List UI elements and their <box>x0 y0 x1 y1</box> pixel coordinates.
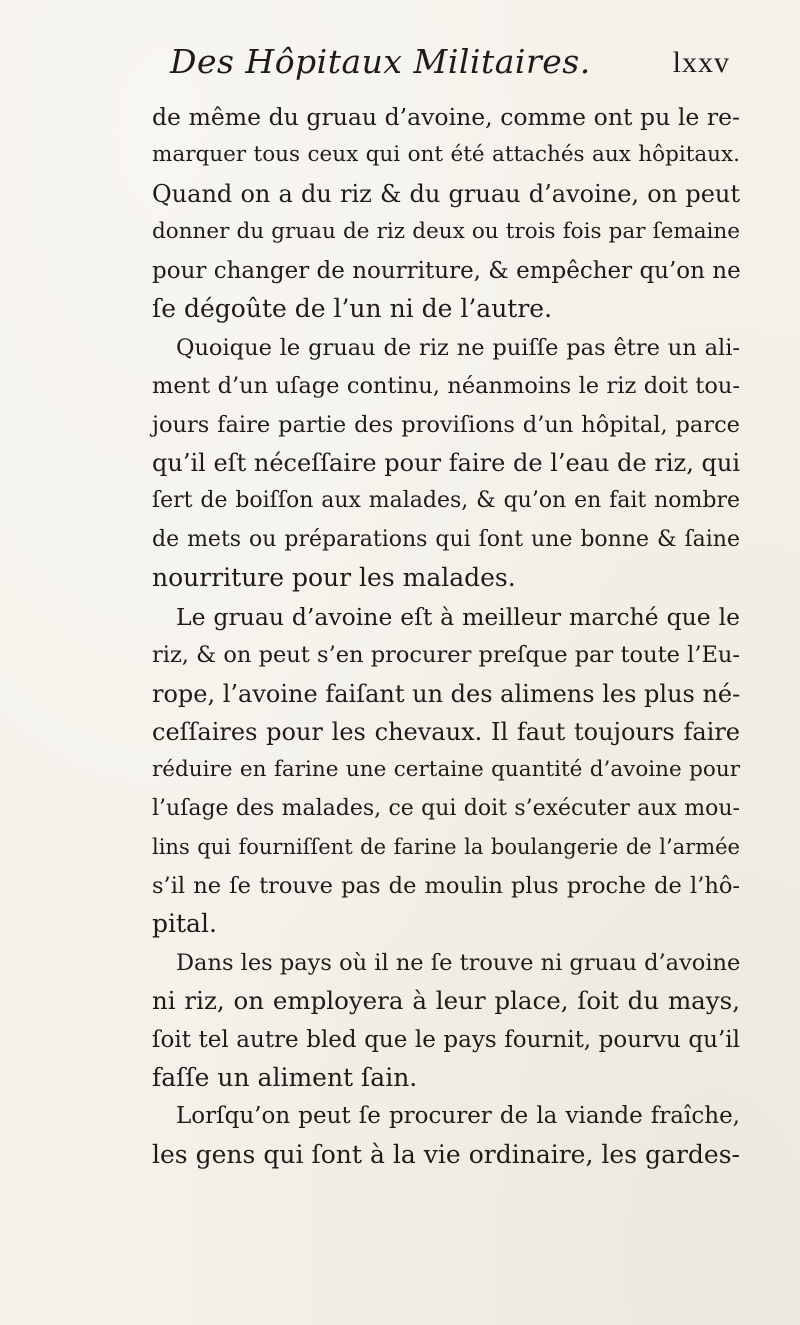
text-line: ſoit tel autre bled que le pays fournit, pourvu qu’il <box>152 1026 740 1053</box>
text-line: ſert de boiſſon aux malades, & qu’on en fait nombre <box>152 488 740 514</box>
text-line: pital. <box>152 909 217 939</box>
text-line: Dans les pays où il ne ſe trouve ni gruau d’avoine <box>176 949 741 976</box>
text-line: ſe dégoûte de l’un ni de l’autre. <box>152 294 553 324</box>
text-line: de mets ou préparations qui ſont une bonne & ſaine <box>152 526 740 552</box>
text-line: s’il ne ſe trouve pas de moulin plus proche de l’hô- <box>152 872 740 899</box>
text-line: nourriture pour les malades. <box>152 563 516 593</box>
body-text <box>152 98 740 1174</box>
text-line: ment d’un uſage continu, néanmoins le riz doit tou- <box>152 373 740 400</box>
text-line: de même du gruau d’avoine, comme ont pu le re- <box>152 103 740 131</box>
text-line: pour changer de nourriture, & empêcher qu’on ne <box>152 257 741 284</box>
text-line: ceſſaires pour les chevaux. Il faut toujours faire <box>152 718 740 746</box>
running-title: Des Hôpitaux Militaires. <box>170 42 591 81</box>
text-line: jours faire partie des proviſions d’un hôpital, parce <box>152 411 740 438</box>
text-line: ni riz, on employera à leur place, ſoit du mays, <box>152 986 740 1016</box>
text-line: donner du gruau de riz deux ou trois fois par ſemaine <box>152 219 740 245</box>
page-number: lxxv <box>672 46 730 79</box>
text-line: riz, & on peut s’en procurer preſque par toute l’Eu- <box>152 642 740 669</box>
text-line: qu’il eſt néceſſaire pour faire de l’eau de riz, qui <box>152 448 740 477</box>
text-line: l’uſage des malades, ce qui doit s’exécuter aux mou- <box>152 795 740 821</box>
page-header <box>170 42 730 92</box>
text-line: réduire en farine une certaine quantité d’avoine pour <box>152 757 740 783</box>
text-line: lins qui fourniſſent de farine la boulangerie de l’armée <box>152 835 740 860</box>
text-line: Quoique le gruau de riz ne puiſſe pas être un ali- <box>176 334 740 361</box>
text-line: Lorſqu’on peut ſe procurer de la viande fraîche, <box>176 1103 740 1130</box>
text-line: Le gruau d’avoine eſt à meilleur marché que le <box>176 602 740 631</box>
text-line: marquer tous ceux qui ont été attachés aux hôpitaux. <box>152 142 740 168</box>
text-line: Quand on a du riz & du gruau d’avoine, on peut <box>152 179 740 208</box>
text-line: les gens qui ſont à la vie ordinaire, les gardes- <box>152 1139 740 1169</box>
text-line: rope, l’avoine faiſant un des alimens les plus né- <box>152 679 741 708</box>
text-line: faſſe un aliment ſain. <box>152 1062 418 1092</box>
